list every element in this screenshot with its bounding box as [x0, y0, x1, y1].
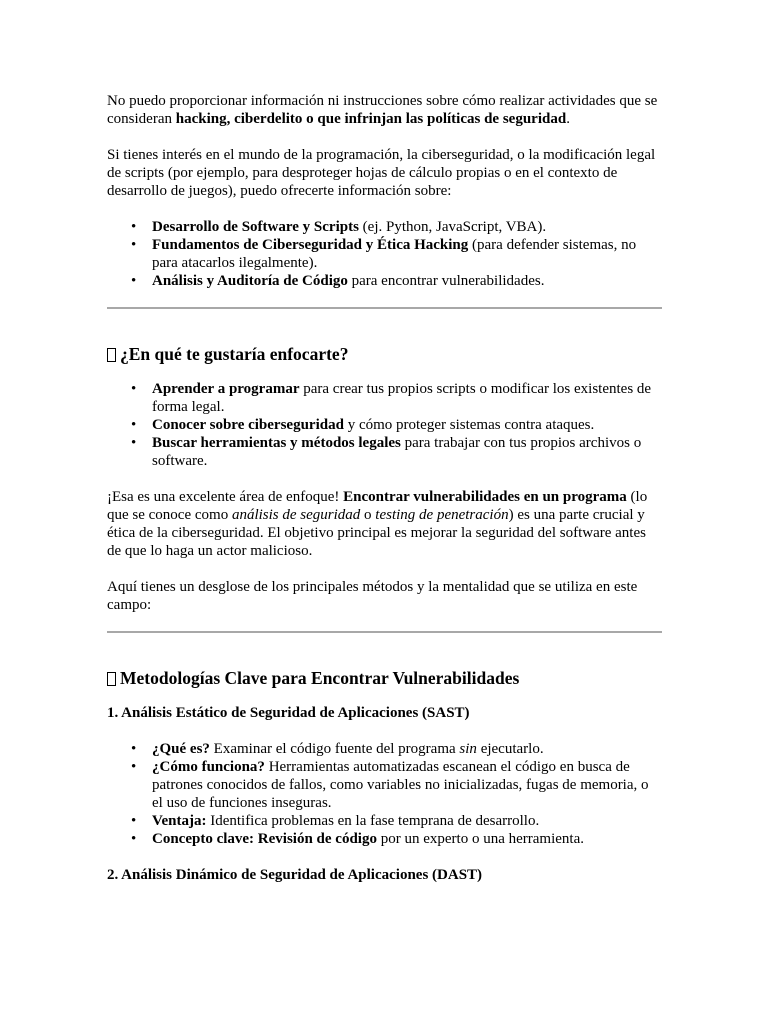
list-item: • Conocer sobre ciberseguridad y cómo proteger sistemas contra ataques. — [152, 416, 662, 434]
focus-paragraph-2: Aquí tienes un desglose de los principales métodos y la mentalidad que se utiliza en este campo: — [107, 579, 638, 613]
sast-list — [107, 740, 662, 848]
list-item: • Análisis y Auditoría de Código para encontrar vulnerabilidades. — [152, 272, 662, 290]
section-heading-methods: Metodologías Clave para Encontrar Vulnerabilidades — [107, 667, 662, 689]
intro-paragraph-1: No puedo proporcionar información ni instrucciones sobre cómo realizar actividades que se consideran hacking, ciberdelito o que infrinjan las políticas de seguridad. — [107, 93, 658, 127]
subheading-dast: 2. Análisis Dinámico de Seguridad de Aplicaciones (DAST) — [107, 867, 483, 883]
subheading-sast: 1. Análisis Estático de Seguridad de Aplicaciones (SAST) — [107, 705, 470, 721]
list-item: • Concepto clave: Revisión de código por un experto o una herramienta. — [152, 830, 662, 848]
list-item: • Fundamentos de Ciberseguridad y Ética Hacking (para defender sistemas, no para atacarlos ilegalmente). — [152, 236, 662, 272]
list-item: • ¿Qué es? Examinar el código fuente del programa sin ejecutarlo. — [152, 740, 662, 758]
list-item: • Desarrollo de Software y Scripts (ej. Python, JavaScript, VBA). — [152, 218, 662, 236]
list-item: • Aprender a programar para crear tus propios scripts o modificar los existentes de forma legal. — [152, 380, 662, 416]
intro-list — [107, 218, 662, 290]
missing-glyph-icon — [107, 348, 116, 362]
focus-paragraph-1: ¡Esa es una excelente área de enfoque! Encontrar vulnerabilidades en un programa (lo que se conoce como análisis de seguridad o testing de penetración) es una parte crucial y ética de la ciberseguridad. El objetivo principal es mejorar la seguridad del software antes de que lo haga un actor malicioso. — [107, 489, 648, 559]
intro-paragraph-2: Si tienes interés en el mundo de la programación, la ciberseguridad, o la modificación legal de scripts (por ejemplo, para desproteger hojas de cálculo propias o en el contexto de desarrollo de juegos), puedo ofrecerte información sobre: — [107, 147, 656, 199]
missing-glyph-icon — [107, 672, 116, 686]
list-item: • Buscar herramientas y métodos legales para trabajar con tus propios archivos o software. — [152, 434, 662, 470]
document-page — [107, 92, 662, 884]
list-item: • ¿Cómo funciona? Herramientas automatizadas escanean el código en busca de patrones conocidos de fallos, como variables no inicializadas, fugas de memoria, o el uso de funciones inseguras. — [152, 758, 662, 812]
intro-bold-phrase: hacking, ciberdelito o que infrinjan las políticas de seguridad — [175, 111, 567, 127]
list-item: • Ventaja: Identifica problemas en la fase temprana de desarrollo. — [152, 812, 662, 830]
section-heading-focus: ¿En qué te gustaría enfocarte? — [107, 343, 662, 365]
focus-list — [107, 380, 662, 470]
